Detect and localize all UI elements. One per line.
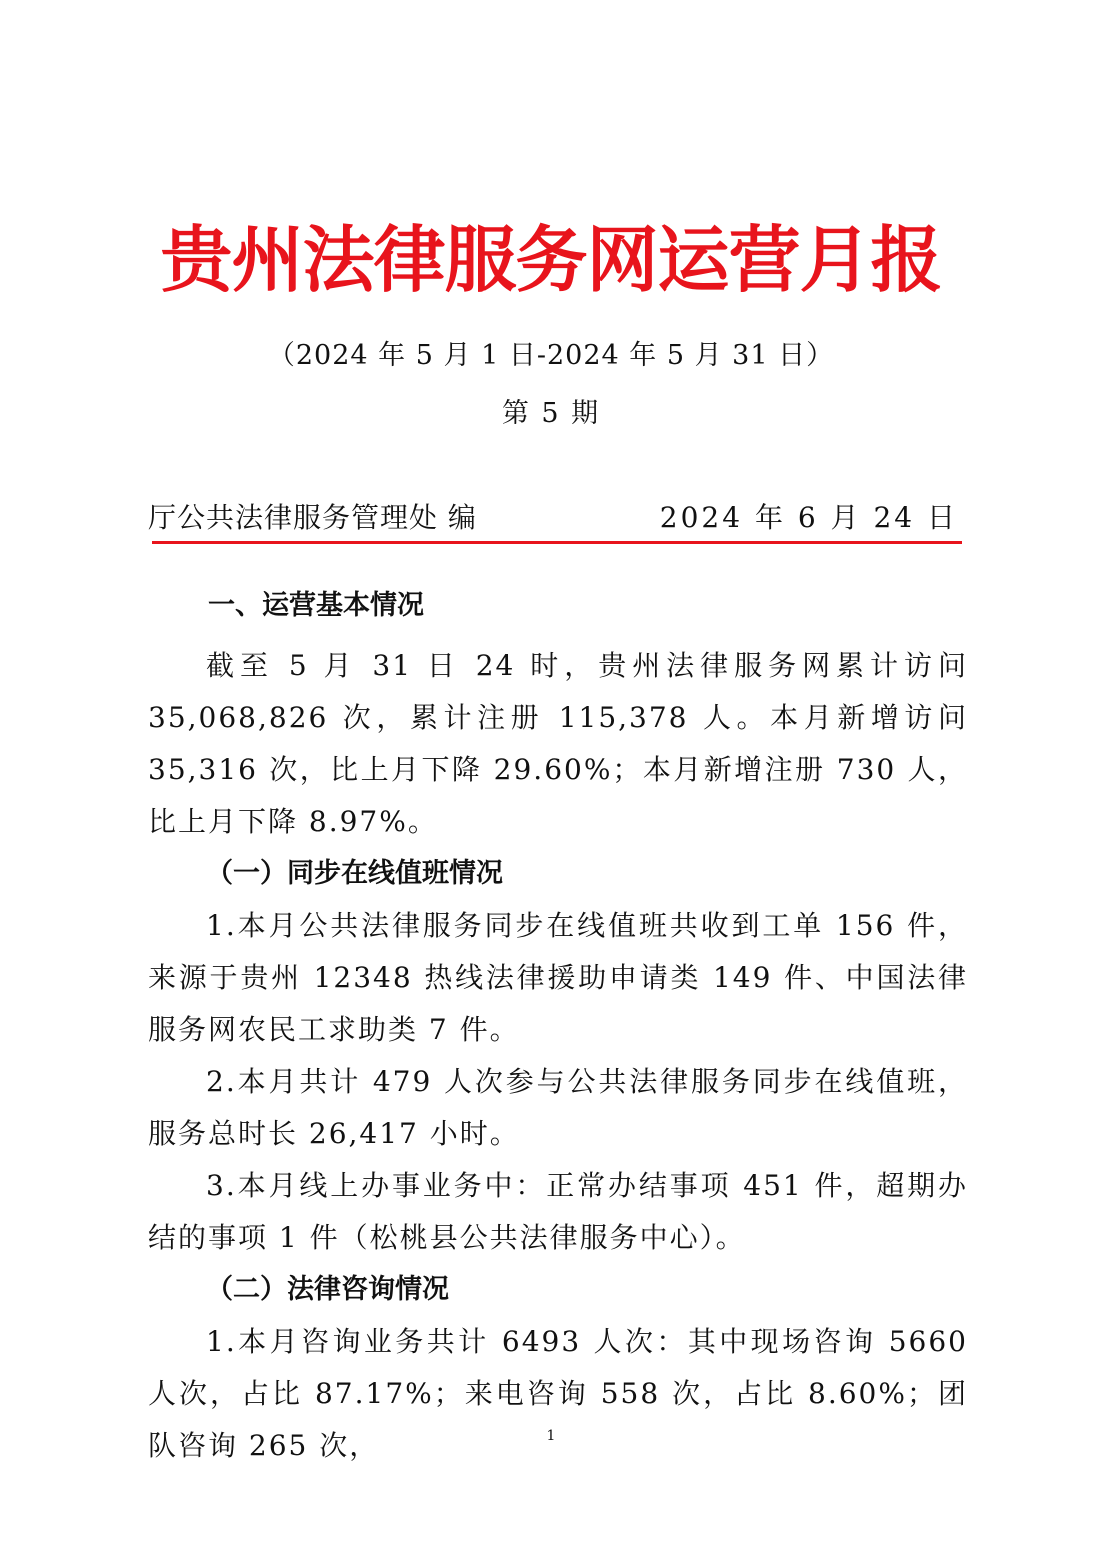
online-duty-item-2: 2.本月共计 479 人次参与公共法律服务同步在线值班，服务总时长 26,417 小时。: [148, 1065, 968, 1150]
report-title: 贵州法律服务网运营月报: [160, 218, 942, 302]
date-range: （2024 年 5 月 1 日-2024 年 5 月 31 日）: [267, 340, 835, 371]
issue-number: 第 5 期: [501, 398, 601, 429]
editor-line: 厅公共法律服务管理处 编: [148, 501, 477, 534]
subsection-heading-legal-consultation: （二）法律咨询情况: [206, 1274, 449, 1305]
report-body: [148, 580, 968, 1472]
subsection-heading-online-duty: （一）同步在线值班情况: [206, 858, 503, 889]
operations-paragraph: 截至 5 月 31 日 24 时，贵州法律服务网累计访问 35,068,826 次，累计注册 115,378 人。本月新增访问 35,316 次，比上月下降 29.60%；本月新增注册 730 人，比上月下降 8.97%。: [148, 649, 968, 838]
online-duty-item-3: 3.本月线上办事业务中：正常办结事项 451 件，超期办结的事项 1 件（松桃县公共法律服务中心）。: [148, 1169, 968, 1254]
publish-date: 2024 年 6 月 24 日: [659, 501, 958, 534]
page-number: 1: [546, 1428, 556, 1444]
online-duty-item-1: 1.本月公共法律服务同步在线值班共收到工单 156 件，来源于贵州 12348 热线法律援助申请类 149 件、中国法律服务网农民工求助类 7 件。: [148, 909, 968, 1046]
legal-consultation-item-1: 1.本月咨询业务共计 6493 人次：其中现场咨询 5660 人次，占比 87.17%；来电咨询 558 次，占比 8.60%；团队咨询 265 次，: [148, 1325, 968, 1462]
red-divider: [152, 541, 962, 544]
section-heading-operations: 一、运营基本情况: [208, 590, 424, 621]
